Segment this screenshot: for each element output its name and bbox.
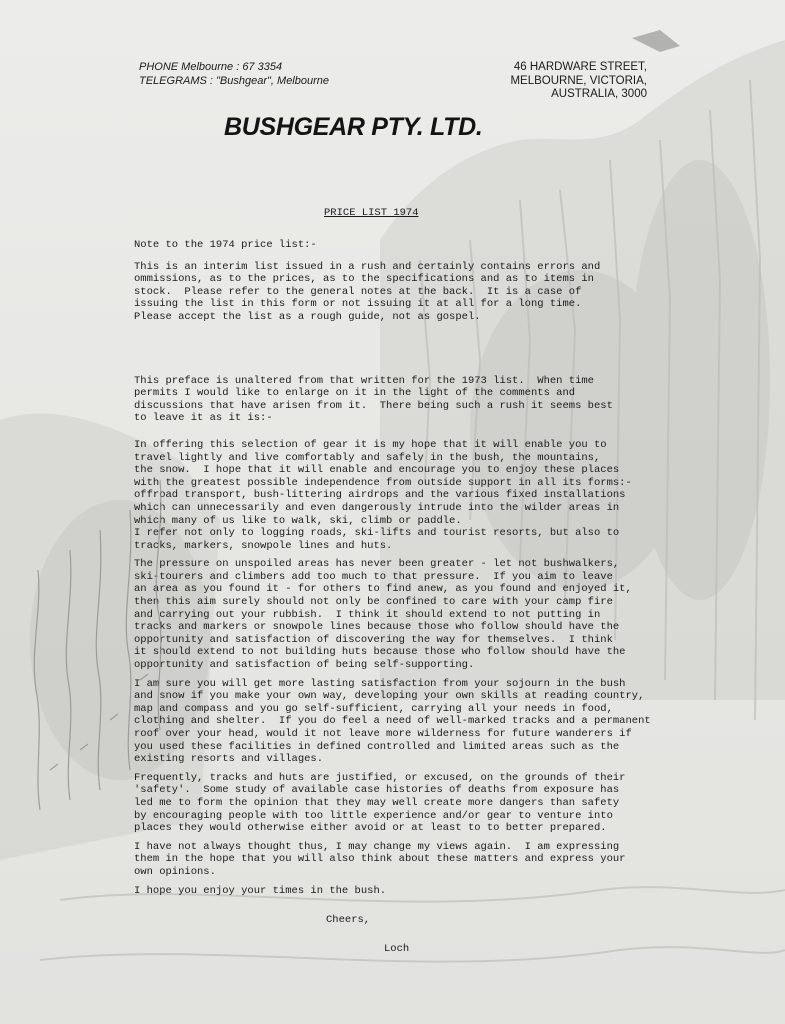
paragraph-frequently: Frequently, tracks and huts are justified, or excused, on the grounds of their 'safety'. Some study of available case histories of deaths from exposure has led me to form the opinion that they may well create more dangers than safety by encouraging people with too little experience and/or gear to venture into places they would otherwise either avoid or at least to to better prepared. bbox=[134, 771, 626, 835]
company-name: BUSHGEAR PTY. LTD. bbox=[224, 113, 483, 141]
address-line-1: 46 HARDWARE STREET, bbox=[513, 61, 647, 73]
phone-line: PHONE Melbourne : 67 3354 bbox=[139, 61, 283, 73]
paragraph-preface: This preface is unaltered from that written for the 1973 list. When time permits I would like to enlarge on it in the light of the comments and discussions that have arisen from it. There being such a rush it seems best to leave it as it is:- bbox=[134, 374, 613, 425]
closing: Cheers, bbox=[326, 914, 371, 927]
address-line-3: AUSTRALIA, 3000 bbox=[551, 88, 647, 100]
document-title: PRICE LIST 1974 bbox=[324, 207, 419, 219]
address-line-2: MELBOURNE, VICTORIA, bbox=[510, 74, 647, 87]
handwritten-margin-notes bbox=[20, 470, 220, 830]
address-block bbox=[510, 61, 647, 102]
signature: Loch bbox=[384, 942, 410, 955]
paragraph-pressure: The pressure on unspoiled areas has never been greater - let not bushwalkers, ski-tourers and climbers add too much to that pressure. If you aim to leave an area as you found it - for others to find anew, as you found and enjoyed it, then this aim surely should not only be confined to care with your camp fire and carrying out your rubbish. I think it should extend to not putting in tracks and markers or snowpole lines because those who follow should have the opportunity and satisfaction of discovering the way for themselves. I think it should extend to not building huts because those who follow should have the opportunity and satisfaction of being self-supporting. bbox=[134, 558, 632, 672]
paragraph-offering: In offering this selection of gear it is my hope that it will enable you to travel lightly and live comfortably and safely in the bush, the mountains, the snow. I hope that it will enable and encourage you to enjoy these places with the greatest possible independence from outside support in all its forms:- offroad transport, bush-littering airdrops and the various fixed installations which can unnecessarily and even dangerously intrude into the wilder areas in which many of us like to walk, ski, climb or paddle. I refer not only to logging roads, ski-lifts and tourist resorts, but also to tracks, markers, snowpole lines and huts. bbox=[134, 438, 632, 552]
paragraph-enjoy: I hope you enjoy your times in the bush. bbox=[134, 884, 387, 897]
contact-details bbox=[139, 61, 329, 88]
paragraph-thought: I have not always thought thus, I may change my views again. I am expressing them in the hope that you will also think about these matters and express your own opinions. bbox=[134, 840, 626, 878]
paragraph-sure: I am sure you will get more lasting satisfaction from your sojourn in the bush and snow if you make your own way, developing your own skills at reading country, map and compass and you go self-sufficient, carrying all your needs in food, clothing and shelter. If you do feel a need of well-marked tracks and a permanent roof over your head, would it not leave more wilderness for future wanderers if you used these facilities in defined controlled and limited areas such as the existing resorts and villages. bbox=[134, 677, 651, 766]
note-heading: Note to the 1974 price list:- bbox=[134, 239, 317, 251]
telegrams-line: TELEGRAMS : "Bushgear", Melbourne bbox=[139, 74, 330, 87]
paragraph-interim: This is an interim list issued in a rush and certainly contains errors and ommissions, as to the prices, as to the specifications and as to items in stock. Please refer to the general notes at the back. It is a case of issuing the list in this form or not issuing it at all for a long time. Please accept the list as a rough guide, not as gospel. bbox=[134, 260, 601, 323]
